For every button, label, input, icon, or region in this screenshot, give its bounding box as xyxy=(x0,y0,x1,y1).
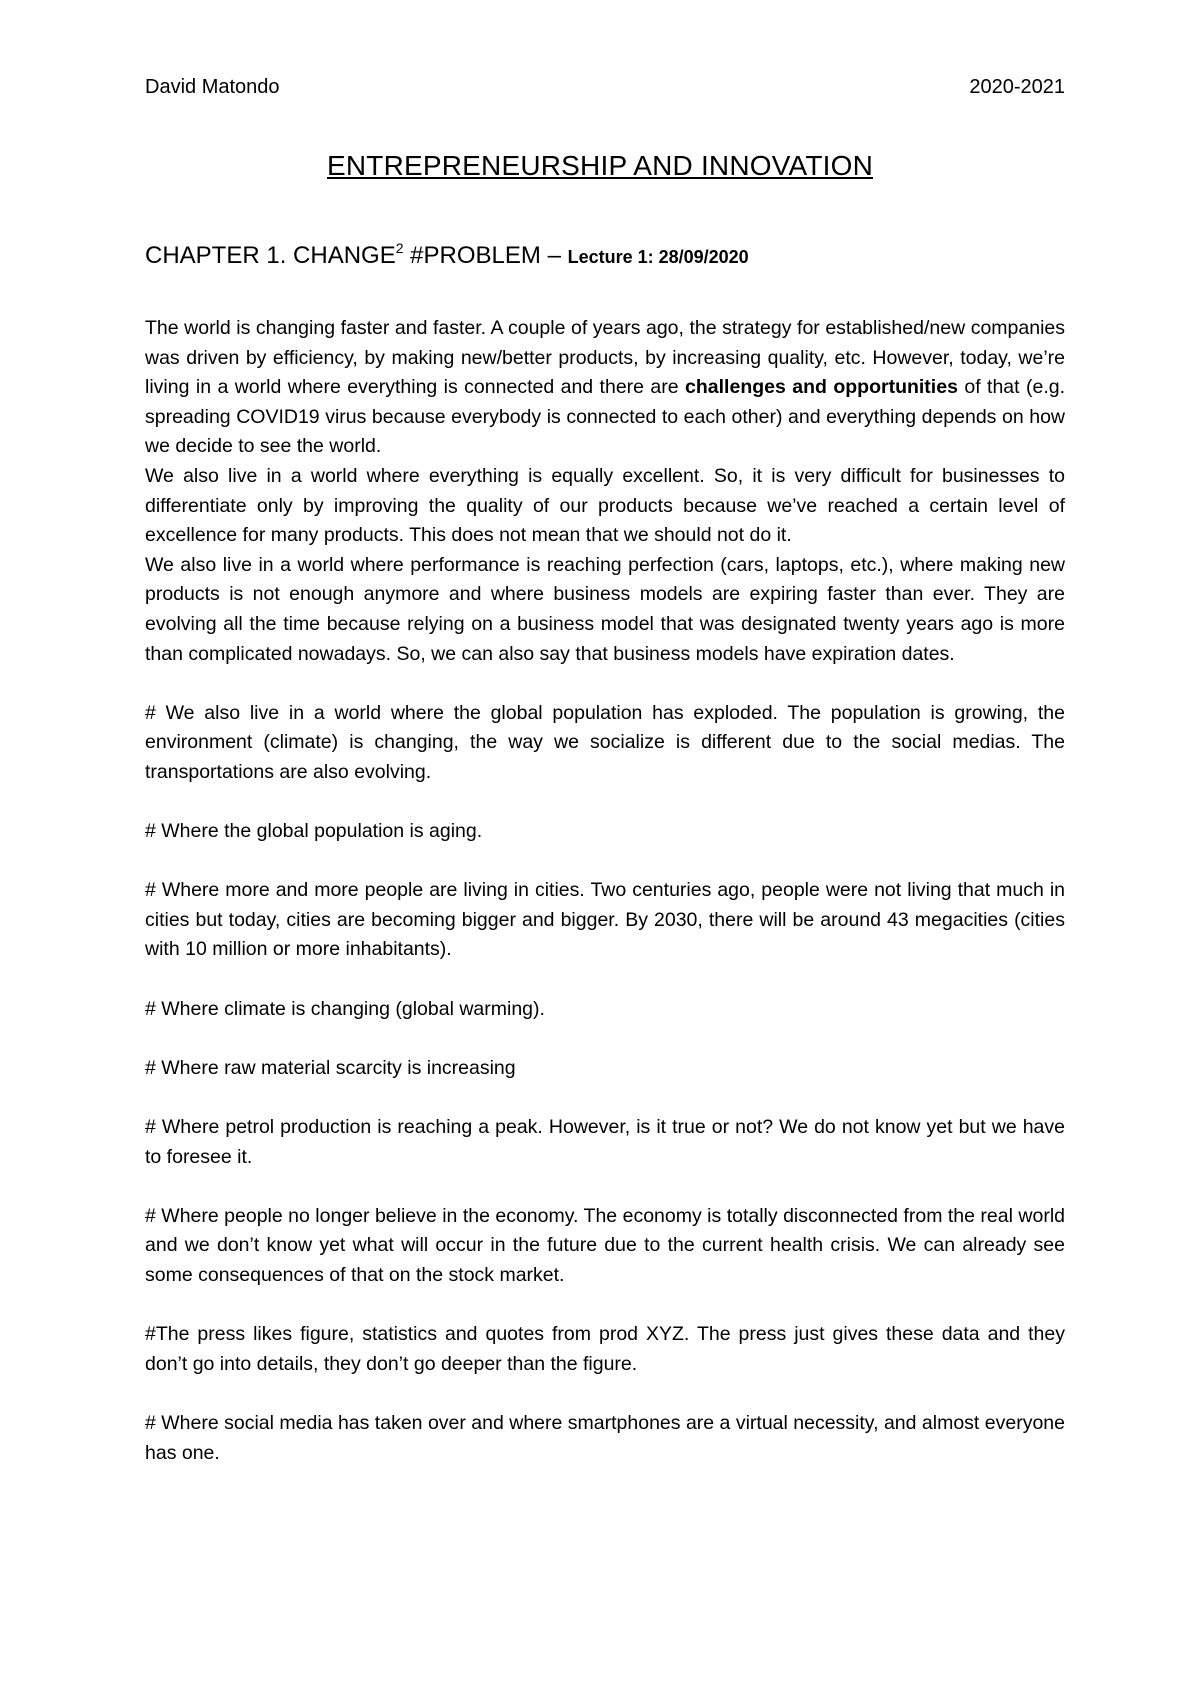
paragraph: #The press likes figure, statistics and quotes from prod XYZ. The press just gives these data and they don’t go into details, they don’t go deeper than the figure. xyxy=(145,1323,1065,1375)
paragraph: # Where petrol production is reaching a peak. However, is it true or not? We do not know yet but we have to foresee it. xyxy=(145,1116,1065,1168)
chapter-superscript: 2 xyxy=(395,240,404,256)
paragraph-text: The world is changing faster and faster. A couple of years ago, the strategy for established/new companies was driven by efficiency, by making new/better products, by increasing quality, etc. However, today, we’re living in a world where everything is connected and there are xyxy=(145,317,1065,399)
paragraph: # Where raw material scarcity is increasing xyxy=(145,1056,516,1079)
paragraph: # Where social media has taken over and where smartphones are a virtual necessity, and almost everyone has one. xyxy=(145,1411,1065,1464)
paragraph: # We also live in a world where the global population has exploded. The population is growing, the environment (climate) is changing, the way we socialize is different due to the social medias. The transportations are also evolving. xyxy=(145,701,1065,783)
lecture-label: Lecture 1: 28/09/2020 xyxy=(567,247,749,267)
paragraph-text: of that (e.g. spreading COVID19 virus because everybody is connected to each other) and everything depends on how we decide to see the world. xyxy=(145,376,1065,458)
chapter-suffix: #PROBLEM – xyxy=(403,242,568,269)
paragraph: We also live in a world where everything is equally excellent. So, it is very difficult for businesses to differentiate only by improving the quality of our products because we’ve reached a certain level of excellence for many products. This does not mean that we should not do it. xyxy=(145,464,1065,547)
chapter-prefix: CHAPTER 1. CHANGE xyxy=(145,242,396,269)
paragraph: # Where the global population is aging. xyxy=(145,820,483,843)
document-title: ENTREPRENEURSHIP AND INNOVATION xyxy=(326,150,874,181)
bold-phrase: challenges and opportunities xyxy=(685,376,958,399)
page-header xyxy=(145,76,1065,106)
paragraph xyxy=(145,314,1065,462)
paragraph: We also live in a world where performance is reaching perfection (cars, laptops, etc.), where making new products is not enough anymore and where business models are expiring faster than ever. They are evolving all the time because relying on a business model that was designated twenty years ago is more than complicated nowadays. So, we can also say that business models have expiration dates. xyxy=(145,553,1065,665)
academic-year: 2020-2021 xyxy=(969,76,1065,98)
chapter-heading xyxy=(145,240,749,270)
document-body xyxy=(145,314,1065,1468)
author-name: David Matondo xyxy=(145,76,280,98)
paragraph: # Where more and more people are living in cities. Two centuries ago, people were not living that much in cities but today, cities are becoming bigger and bigger. By 2030, there will be around 43 megacities (cities with 10 million or more inhabitants). xyxy=(145,879,1065,961)
paragraph: # Where people no longer believe in the economy. The economy is totally disconnected from the real world and we don’t know yet what will occur in the future due to the current health crisis. We can already see some consequences of that on the stock market. xyxy=(145,1204,1065,1286)
paragraph: # Where climate is changing (global warming). xyxy=(145,997,545,1020)
